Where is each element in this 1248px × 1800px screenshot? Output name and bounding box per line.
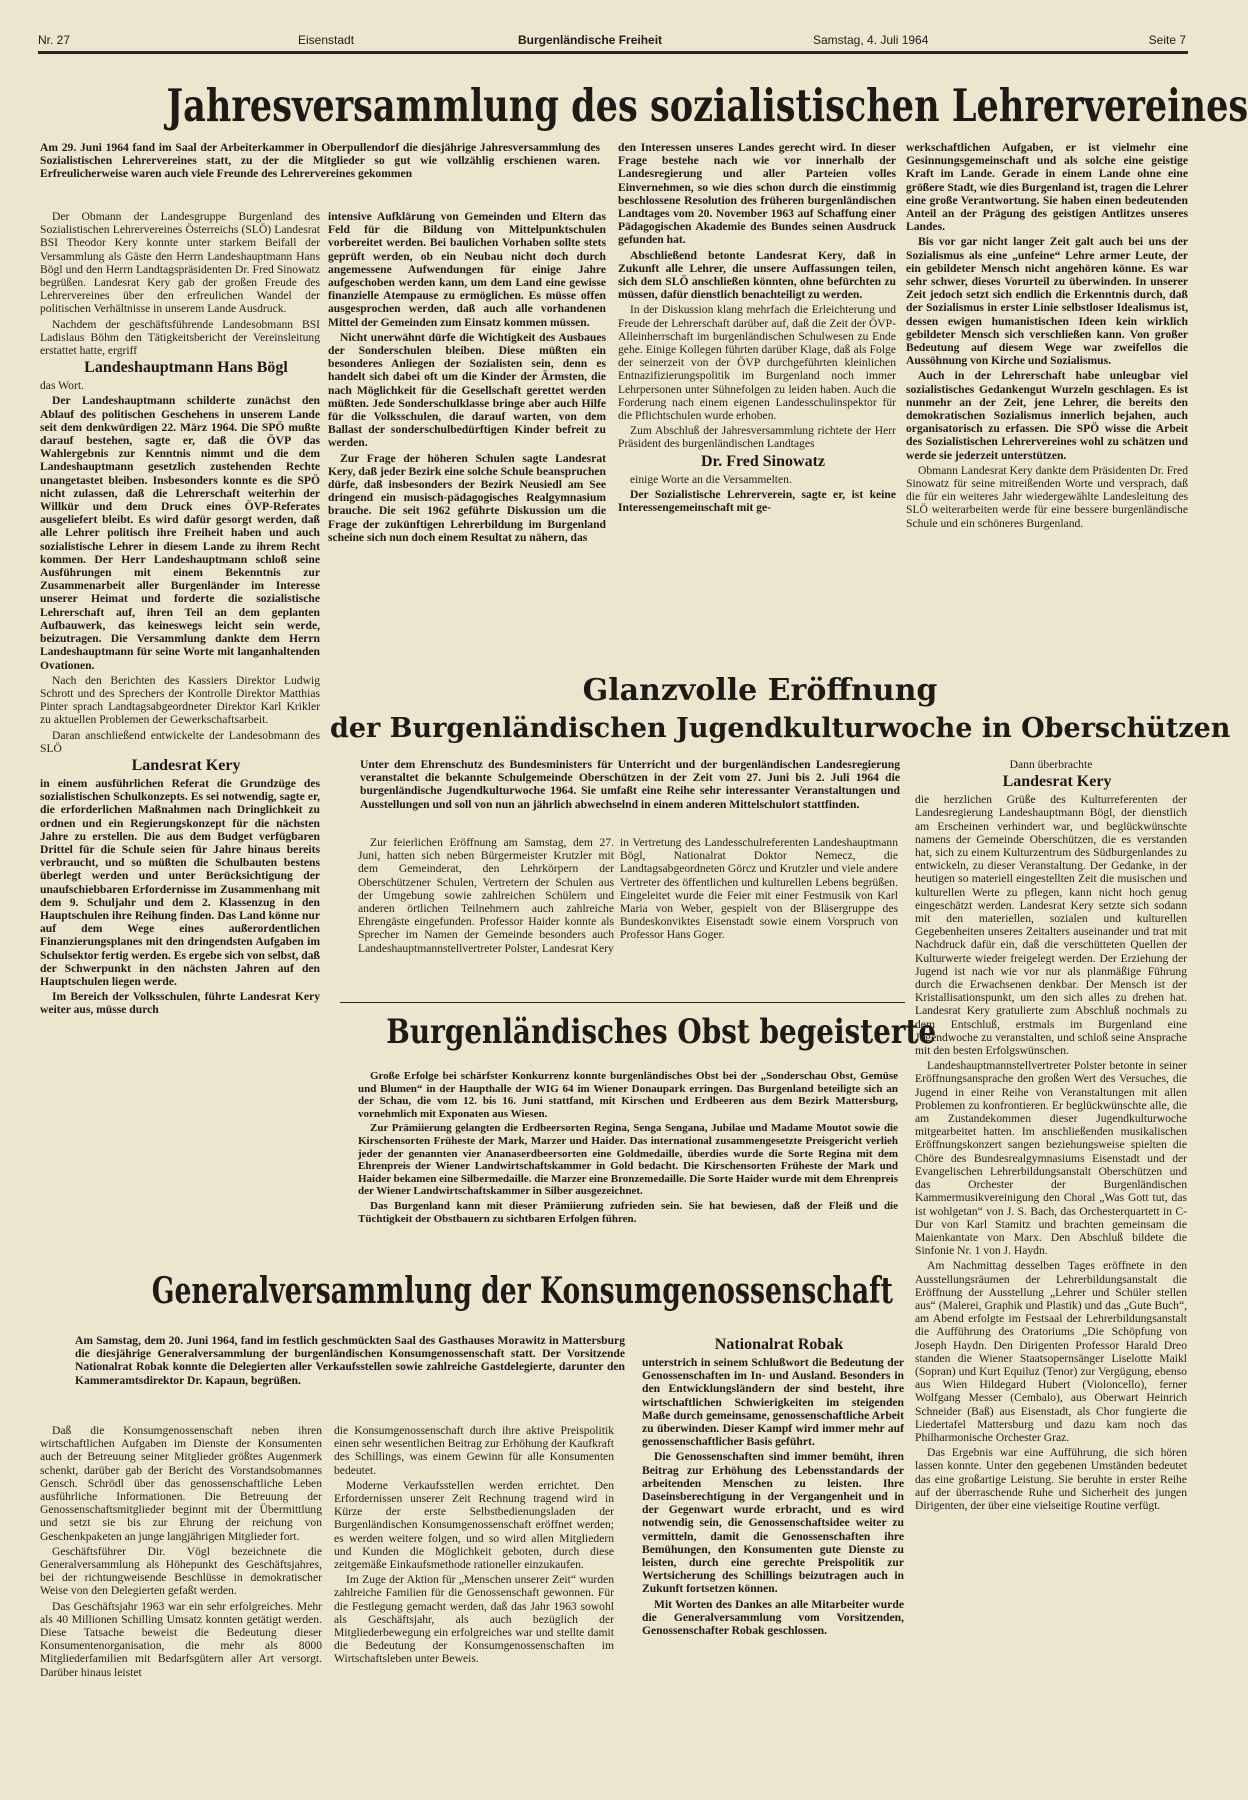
subheading: Landeshauptmann Hans Bögl — [84, 359, 288, 377]
article4-headline: Generalversammlung der Konsumgenossenschaft — [151, 1270, 893, 1312]
article3-top-rule — [340, 1002, 905, 1003]
paragraph: den Interessen unseres Landes gerecht wird. In dieser Frage bestehe nach wie vor innerhalb der Landesregierung und aller Parteien volles Einvernehmen, so wie dies schon durch die einstimmig beschlossene Resolution des früheren burgenländischen Landtages vom 20. November 1963 auf Schaffung einer Pädagogischen Akademie des Bundes seinen Ausdruck gefunden hat. — [618, 141, 896, 247]
paragraph: Nach den Berichten des Kassiers Direktor Ludwig Schrott und des Sprechers der Kontrolle Direktor Matthias Pinter sprach Landtagsabgeordneter Direktor Karl Krikler zu aktuellen Problemen der Gewerkschaftsarbeit. — [40, 673, 320, 727]
paragraph: In der Diskussion klang mehrfach die Erleichterung und Freude der Lehrerschaft darüber auf, daß die Zeit der ÖVP-Alleinherrschaft im burgenländischen Schulwesen zu Ende gehe. Einige Kollegen führten darüber Klage, daß als Folge der seinerzeit von der ÖVP durchgeführten kleinlichen Entnazifizierungspolitik im Burgenland noch immer Lehrpersonen unter Sühnefolgen zu leiden haben. Auch die Forderung nach einem eigenen Landesschulinspektor für die Pflichtschulen wurde erhoben. — [618, 303, 896, 423]
place-name: Eisenstadt — [298, 33, 355, 47]
paragraph: Am Nachmittag desselben Tages eröffnete in den Ausstellungsräumen der Lehrerbildungsanstalt die Eröffnung der Ausstellung „Lehrer und Schüler stellen aus“ (Malerei, Graphik und Plastik) und das „Gute Buch“, am Abend erfolgte im Festsaal der Lehrerbildungsanstalt die Aufführung des Oratoriums „Die Schöpfung von Joseph Haydn. Den Dirigenten Professor Harald Dreo standen die Wiener Staatsopernsänger Liselotte Maikl (Sopran) und Kurt Equiluz (Tenor) zur Vergügung, ebenso aus Wien Hildegard Hubert (Violoncello), ferner Wolfgang Messer (Cembalo), aus Oberwart Heinrich Schneider (Baß) aus Eisenstadt, als Chor fungierte die Liedertafel Mattersburg und dazu kam noch das Philharmonische Orchester Graz. — [915, 1259, 1187, 1444]
article1-lead: Am 29. Juni 1964 fand im Saal der Arbeiterkammer in Oberpullendorf die diesjährige Jahresversammlung des Sozialistischen Lehrervereines statt, zu der die Mitglieder so gut wie vollzählig erschienen waren. Erfreulicherweise waren auch viele Freunde des Lehrervereines gekommen — [40, 141, 600, 181]
article2-lead: Unter dem Ehrenschutz des Bundesministers für Unterricht und der burgenländischen Landesregierung veranstaltet die bekannte Schulgemeinde Oberschützen in der Zeit vom 27. Juni bis 2. Juli 1964 die burgenländische Jugendkulturwoche 1964. Sie umfaßt eine Reihe sehr interessanter Veranstaltungen und Ausstellungen und soll von nun an jährlich abwechselnd in einem anderen Mittelschulort stattfinden. — [360, 758, 900, 811]
paragraph: Zum Abschluß der Jahresversammlung richtete der Herr Präsident des burgenländischen Landtages — [618, 424, 896, 451]
paragraph: Im Zuge der Aktion für „Menschen unserer Zeit“ wurden zahlreiche Familien für die Genossenschaft gewonnen. Für die Festlegung gemacht werden, daß das Jahr 1963 sowohl als Geschäftsjahr, als auch bezüglich der Mitgliederbewegung ein erfolgreiches war und stellte damit die Bedeutung der Konsumgenossenschaften im Wirtschaftsleben unter Beweis. — [334, 1573, 614, 1666]
paragraph: Nicht unerwähnt dürfe die Wichtigkeit des Ausbaues der Sonderschulen bleiben. Diese müßten ein besonderes Anliegen der Sozialisten sein, denn es handelt sich dabei oft um die Kinder der Ärmsten, die nach Möglichkeit für die Gesellschaft gerettet werden müßten. Jede Sonderschulklasse bringe aber auch Hilfe für die Volksschulen, die darauf warten, von dem Ballast der sonderschulbedürftigen Kinder befreit zu werden. — [328, 330, 606, 450]
paragraph: Daß die Konsumgenossenschaft neben ihren wirtschaftlichen Aufgaben im Dienste der Konsumenten auch der Betreuung seiner Mitglieder größtes Augenmerk schenkt, darüber gab der Bericht des Vorstandsobmannes Gensch. Schrödl über das genossenschaftliche Leben ausführliche Informationen. Die Betreuung der Genossenschaftsmitglieder beginnt mit der Übermittlung und setzt sie bis zur Ehrung der reichung von Geschenkpaketen an junge langjährigen Mitglieder fort. — [40, 1424, 322, 1543]
issue-number: Nr. 27 — [38, 33, 71, 47]
header-rule — [38, 51, 1188, 54]
page-number: Seite 7 — [1148, 33, 1186, 47]
article4-column-b — [334, 1424, 614, 1774]
article2-column-right — [915, 758, 1187, 1758]
article1-headline: Jahresversammlung des sozialistischen Lehrervereines — [166, 79, 1248, 132]
paragraph: Dann überbrachte — [1009, 758, 1093, 771]
paragraph: die herzlichen Grüße des Kulturreferenten der Landesregierung Landeshauptmann Bögl, der dienstlich am Erscheinen verhindert war, und beglückwünschte namens der Gemeinde Oberschützen, die es verstanden hat, sich zu einem Kulturzentrum des Südburgenlandes zu entwickeln, zu dieser Veranstaltung. Der Gedanke, in der heutigen so materiell eingestellten Zeit die musischen und kulturellen Werte zu pflegen, kann nicht hoch genug eingeschätzt werden. Landesrat Kery setzte sich sodann mit den materiellen, sozialen und kulturellen Gegebenheiten unseres Zeitalters auseinander und trat mit Nachdruck dafür ein, daß die verschütteten Quellen der Kulturwerte wieder freigelegt werden. Der Erziehung der Jugend ist nach wie vor nur als planmäßige Führung durch die Erwachsenen denkbar. Der Mensch ist der Kristallisationspunkt, um den sich alles zu drehen hat. Landesrat Kery gratulierte zum Abschluß nochmals zu dem Entschluß, erstmals im Burgenland eine Jugendwoche zu veranstalten, und schloß seine Ansprache mit den besten Erfolgswünschen. — [915, 793, 1187, 1058]
paragraph: Der Sozialistische Lehrerverein, sagte er, ist keine Interessengemeinschaft mit ge- — [618, 487, 896, 515]
subheading: Landesrat Kery — [1002, 773, 1112, 791]
page-header — [38, 30, 1186, 50]
article3-body — [358, 1070, 898, 1252]
paragraph: Das Burgenland kann mit dieser Prämiierung zufrieden sein. Sie hat bewiesen, daß der Fleiß und die Tüchtigkeit der Obstbauern zu sichtbaren Erfolgen führen. — [358, 1199, 898, 1225]
paragraph: Zur Prämiierung gelangten die Erdbeersorten Regina, Senga Sengana, Jubilae und Madame Moutot sowie die Kirschensorten Früheste der Mark, Marzer und Haider. Das international zusammengesetzte Preisgericht verlieh jeder der genannten vier Ananaserdbeersorten eine Goldmedaille, überdies wurde die Sorte Regina mit dem Ehrenpreis der Wiener Landwirtschaftskammer in Gold bedacht. Die Kirschensorten Früheste der Mark und Haider bekamen eine Silbermedaille. die Marzer eine Bronzemedaille. Die Sorte Haider wurde mit dem Ehrenpreis der Wiener Landwirtschaftskammer in Silber ausgezeichnet. — [358, 1122, 898, 1198]
paragraph: Zur feierlichen Eröffnung am Samstag, dem 27. Juni, hatten sich neben Bürgermeister Krutzler mit dem Gemeinderat, den Lehrkörpern der Oberschützener Schulen, Vertretern der Schulen aus der Umgebung sowie zahlreichen Schülern und anderen örtlichen Teilnehmern auch zahlreiche Ehrengäste eingefunden. Professor Haider konnte als Sprecher im Namen der Gemeinde besonders auch Landeshauptmannstellvertreter Polster, Landesrat Kery — [358, 836, 614, 955]
article1-column-1 — [40, 210, 320, 1260]
article1-column-2 — [328, 210, 606, 672]
paragraph: unterstrich in seinem Schlußwort die Bedeutung der Genossenschaften im In- und Ausland. Besonders in den Entwicklungsländern der sind besteht, ihre wirtschaftlichen Schwierigkeiten im steigenden Maße durch gemeinsame, genossenschaftliche Arbeit zu überwinden. Dieser Kampf wird immer mehr auf genossenschaftlicher Basis geführt. — [642, 1356, 904, 1449]
article2-headline-line2: der Burgenländischen Jugendkulturwoche in Oberschützen — [330, 713, 1231, 744]
paragraph: Im Bereich der Volksschulen, führte Landesrat Kery weiter aus, müsse durch — [40, 990, 320, 1017]
paragraph: werkschaftlichen Aufgaben, er ist vielmehr eine Gesinnungsgemeinschaft und als solche eine geistige Kraft im Lande. Gerade in einem Lande ohne eine größere Stadt, wie dies Burgenland ist, tragen die Lehrer eine große Verantwortung. Sie haben einen bedeutenden Anteil an der Prägung des geistigen Antlitzes unseres Landes. — [906, 141, 1188, 234]
paragraph: Der Landeshauptmann schilderte zunächst den Ablauf des politischen Geschehens in unserem Lande seit dem denkwürdigen 22. März 1964. Die SPÖ mußte darauf bestehen, sagte er, daß die ÖVP das Wahlergebnis zur Kenntnis nimmt und die dem Landeshauptmann gesetzlich zustehenden Rechte unangetastet bleiben. Insbesonders konnte es die SPÖ nicht zulassen, daß die Lehrerschaft weiterhin der Willkür und dem Druck eines ÖVP-Referates ausgeliefert bleibt. Es wird dafür gesorgt werden, daß alle Lehrer politisch ihre Freiheit haben und auch sozialistische Lehrer in diesem Lande zu ihrem Recht kommen. Der Herr Landeshauptmann schloß seine Ausführungen mit einem Bekenntnis zur Zusammenarbeit aller Burgenländer im Interesse unserer Heimat und forderte die sozialistische Lehrerschaft auf, ihren Teil an dem geplanten Aufbauwerk, das keineswegs leicht sein werde, beizutragen. Die Versammlung dankte dem Herrn Landeshauptmann für seine Worte mit langanhaltenden Ovationen. — [40, 394, 320, 672]
paragraph: Obmann Landesrat Kery dankte dem Präsidenten Dr. Fred Sinowatz für seine mitreißenden Worte und versprach, daß die für ein weiteres Jahr wiedergewählte Landesleitung des SLÖ weiterarbeiten werde für eine bessere burgenländische Schule und ein schöneres Burgenland. — [906, 463, 1188, 530]
paragraph: Abschließend betonte Landesrat Kery, daß in Zukunft alle Lehrer, die unsere Auffassungen teilen, sich dem SLÖ anschließen könnten, ohne befürchten zu müssen, dafür dienstlich benachteiligt zu werden. — [618, 248, 896, 302]
subheading: Landesrat Kery — [131, 756, 241, 774]
paragraph: in einem ausführlichen Referat die Grundzüge des sozialistischen Schulkonzepts. Es sei notwendig, sagte er, die erforderlichen Maßnahmen nach Dringlichkeit zu ordnen und ein Regierungskonzept für die nächsten Jahre zu erstellen. Die aus dem Budget verfügbaren Drittel für die Schule seien für Jahre hinaus bereits verbraucht, und so müßten die Schulbauten bestens überlegt werden und unter Berücksichtigung der unaufschiebbaren Erfordernisse im Zusammenhang mit dem 9. Schuljahr und dem 2. Klassenzug in den Hauptschulen ihre Reihung finden. Das Land könne nur auf dem Wege eines außerordentlichen Finanzierungsplanes mit den dringendsten Aufgaben im Schulsektor fertig werden. Es ergebe sich von selbst, daß der Schwerpunkt in den nächsten Jahren auf den Hauptschulen liegen werde. — [40, 776, 320, 988]
article4-column-a — [40, 1424, 322, 1774]
paragraph: intensive Aufklärung von Gemeinden und Eltern das Feld für die Bildung von Mittelpunktschulen vorbereitet werden. Bei baulichen Vorhaben sollte stets geprüft werden, ob ein Neubau nicht doch durch angemessene Aufwendungen für einige Jahre aufgeschoben werden kann, um dem Land eine gewisse finanzielle Atempause zu ermöglichen. Es müsse offen ausgesprochen werden, daß auch alle vorhandenen Mittel der Gemeinden zum Einsatz kommen müssen. — [328, 210, 606, 329]
paragraph: Das Ergebnis war eine Aufführung, die sich hören lassen konnte. Unter den gegebenen Umständen bedeutet das eine großartige Leistung. Sie beruhte in erster Reihe auf der überraschende Ruhe und Sicherheit des jungen Dirigenten, der über eine vielseitige Routine verfügt. — [915, 1446, 1187, 1512]
paragraph: Die Genossenschaften sind immer bemüht, ihren Beitrag zur Erhöhung des Lebensstandards der arbeitenden Menschen zu leisten. Ihre Daseinsberechtigung in der Vergangenheit und in der Gegenwart wurde erbracht, und es wird notwendig sein, die Genossenschaftsidee weiter zu vermitteln, damit die Genossenschaften ihre Bemühungen, den Konsumenten gute Dienste zu leisten, durch eine gerechte Preispolitik zur Wertsicherung des Schillings beizutragen auch in Zukunft fortsetzen können. — [642, 1450, 904, 1596]
issue-date: Samstag, 4. Juli 1964 — [813, 33, 929, 47]
paragraph: Der Obmann der Landesgruppe Burgenland des Sozialistischen Lehrervereines Österreichs (SLÖ) Landesrat BSI Theodor Kery konnte unter starkem Beifall der Versammlung als Gäste den Herrn Landeshauptmann Hans Bögl und den Herrn Landtagspräsidenten Dr. Fred Sinowatz begrüßen. Landesrat Kery gab der großen Freude des Lehrervereines über den erfreulichen Wandel der politischen Verhältnisse in unserem Lande Ausdruck. — [40, 210, 320, 316]
paragraph: Nachdem der geschäftsführende Landesobmann BSI Ladislaus Böhm den Tätigkeitsbericht der Vereinsleitung erstattet hatte, ergriff — [40, 317, 320, 358]
paragraph: Geschäftsführer Dir. Vögl bezeichnete die Generalversammlung als Höhepunkt des Geschäftsjahres, bei der richtungweisende Beschlüsse in demokratischer Weise von den Delegierten gefaßt werden. — [40, 1544, 322, 1598]
paragraph: Bis vor gar nicht langer Zeit galt auch bei uns der Sozialismus als eine „unfeine“ Lehre armer Leute, der ein gebildeter Mensch nicht angehören könne. Es war sehr schwer, dieses Vorurteil zu überwinden. In unserer Zeit jedoch setzt sich endlich die Erkenntnis durch, daß der Sozialismus in erster Linie selbstloser Idealismus ist, dessen ewigen humanistischen Ideen kein wirklich gebildeter Mensch sich verschließen kann. Von großer Bedeutung auf diesem Wege war zweifellos die Aussöhnung von Kirche und Sozialismus. — [906, 235, 1188, 368]
article2-headline-line1: Glanzvolle Eröffnung — [582, 673, 938, 708]
paragraph: einige Worte an die Versammelten. — [630, 472, 792, 486]
article2-column-b — [620, 836, 898, 984]
subheading: Nationalrat Robak — [714, 1336, 844, 1353]
article3-headline: Burgenländisches Obst begeisterte — [386, 1012, 937, 1052]
article4-lead: Am Samstag, dem 20. Juni 1964, fand im festlich geschmückten Saal des Gasthauses Morawitz in Mattersburg die diesjährige Generalversammlung der burgenländischen Konsumgenossenschaft statt. Der Vorsitzende Nationalrat Robak konnte die Delegierten aller Verkaufsstellen sowie zahlreiche Gastdelegierte, darunter den Kammeramtsdirektor Dr. Kapaun, begrüßen. — [75, 1334, 625, 1387]
article1-column-4 — [906, 141, 1188, 656]
paragraph: in Vertretung des Landesschulreferenten Landeshauptmann Bögl, Nationalrat Doktor Nemecz, die Landtagsabgeordneten Görcz und Krutzler und viele andere Vertreter des öffentlichen und kulturellen Lebens begrüßen. Eingeleitet wurde die Feier mit einer Festmusik von Karl Maria von Weber, gespielt von der Bläsergruppe des Bundeskonviktes Eisenstadt sowie einem Vorspruch von Professor Hans Goger. — [620, 836, 898, 942]
paragraph: Auch in der Lehrerschaft habe unleugbar viel sozialistisches Gedankengut Wurzeln geschlagen. Es ist nunmehr an der Zeit, jene Lehrer, die bereits den demokratischen Sozialismus innerlich bejahen, auch organisatorisch zu erfassen. Die SPÖ wisse die Arbeit des Sozialistischen Lehrervereines wohl zu schätzen und werde sie jederzeit unterstützen. — [906, 369, 1188, 462]
paragraph: Moderne Verkaufsstellen werden errichtet. Den Erfordernissen unserer Zeit Rechnung tragend wird in Kürze der erste Selbstbedienungsladen der Burgenländischen Konsumgenossenschaft eröffnet werden; es werden weitere folgen, und so wird allen Mitgliedern und Kunden die Möglichkeit geboten, durch diese zeitgemäße Einkaufsmethode rationeller einzukaufen. — [334, 1478, 614, 1572]
paragraph: Landeshauptmannstellvertreter Polster betonte in seiner Eröffnungsansprache den großen Wert des Versuches, die Jugend in einer Reihe von Veranstaltungen mit allen Problemen zu konfrontieren. Er beglückwünschte alle, die am Zustandekommen dieser Jugendkulturwoche mitgearbeitet hatten. Im anschließenden musikalischen Eröffnungskonzert sangen beziehungsweise spielten die Chöre des Bundesrealgymnasiums Eisenstadt und der Evangelischen Lehrerbildungsanstalt Oberschützen und das Orchester der Burgenländischen Kammermusikvereinigung den Choral „Was Gott tut, das ist wohlgetan“ von J. S. Bach, das Orchesterquartett in C-Dur von Karl Stamitz und brachten gemeinsam die Maienkantate von Marx. Den Abschluß bildete die Sinfonie Nr. 1 von J. Haydn. — [915, 1059, 1187, 1258]
paragraph: Daran anschließend entwickelte der Landesobmann des SLÖ — [40, 728, 320, 755]
paragraph: das Wort. — [40, 379, 84, 393]
newspaper-name: Burgenländische Freiheit — [518, 33, 663, 47]
paragraph: Mit Worten des Dankes an alle Mitarbeiter wurde die Generalversammlung vom Vorsitzenden, Genossenschafter Robak geschlossen. — [642, 1597, 904, 1638]
article4-column-c — [642, 1336, 904, 1776]
article2-column-a — [358, 836, 614, 984]
article1-column-3 — [618, 141, 896, 671]
subheading: Dr. Fred Sinowatz — [701, 452, 825, 470]
paragraph: die Konsumgenossenschaft durch ihre aktive Preispolitik einen sehr wesentlichen Beitrag zur Erhöhung der Kaufkraft des Schillings, was einem Gewinn für alle Konsumenten bedeutet. — [334, 1424, 614, 1477]
paragraph: Das Geschäftsjahr 1963 war ein sehr erfolgreiches. Mehr als 40 Millionen Schilling Umsatz konnten getätigt werden. Diese Tatsache beweist die Bedeutung dieser Konsumentenorganisation, die mehr als 8000 Mitgliederfamilien mit Bedarfsgütern aller Art versorgt. Darüber hinaus leistet — [40, 1599, 322, 1679]
paragraph: Zur Frage der höheren Schulen sagte Landesrat Kery, daß jeder Bezirk eine solche Schule beanspruchen dürfe, daß insbesonders der Bezirk Neusiedl am See dringend ein musisch-pädagogisches Realgymnasium brauche. Die seit 1962 geführte Diskussion um die Frage der zukünftigen Lehrerbildung im Burgenland scheine sich nun doch einem Resultat zu nähern, das — [328, 451, 606, 544]
paragraph: Große Erfolge bei schärfster Konkurrenz konnte burgenländisches Obst bei der „Sonderschau Obst, Gemüse und Blumen“ in der Haupthalle der WIG 64 im Wiener Donaupark erringen. Das Burgenland beteiligte sich an der Schau, die vom 12. bis 16. Juni stattfand, mit Kirschen und Erdbeeren aus dem Bezirk Mattersburg, vornehmlich mit Exponaten aus Wiesen. — [358, 1070, 898, 1120]
